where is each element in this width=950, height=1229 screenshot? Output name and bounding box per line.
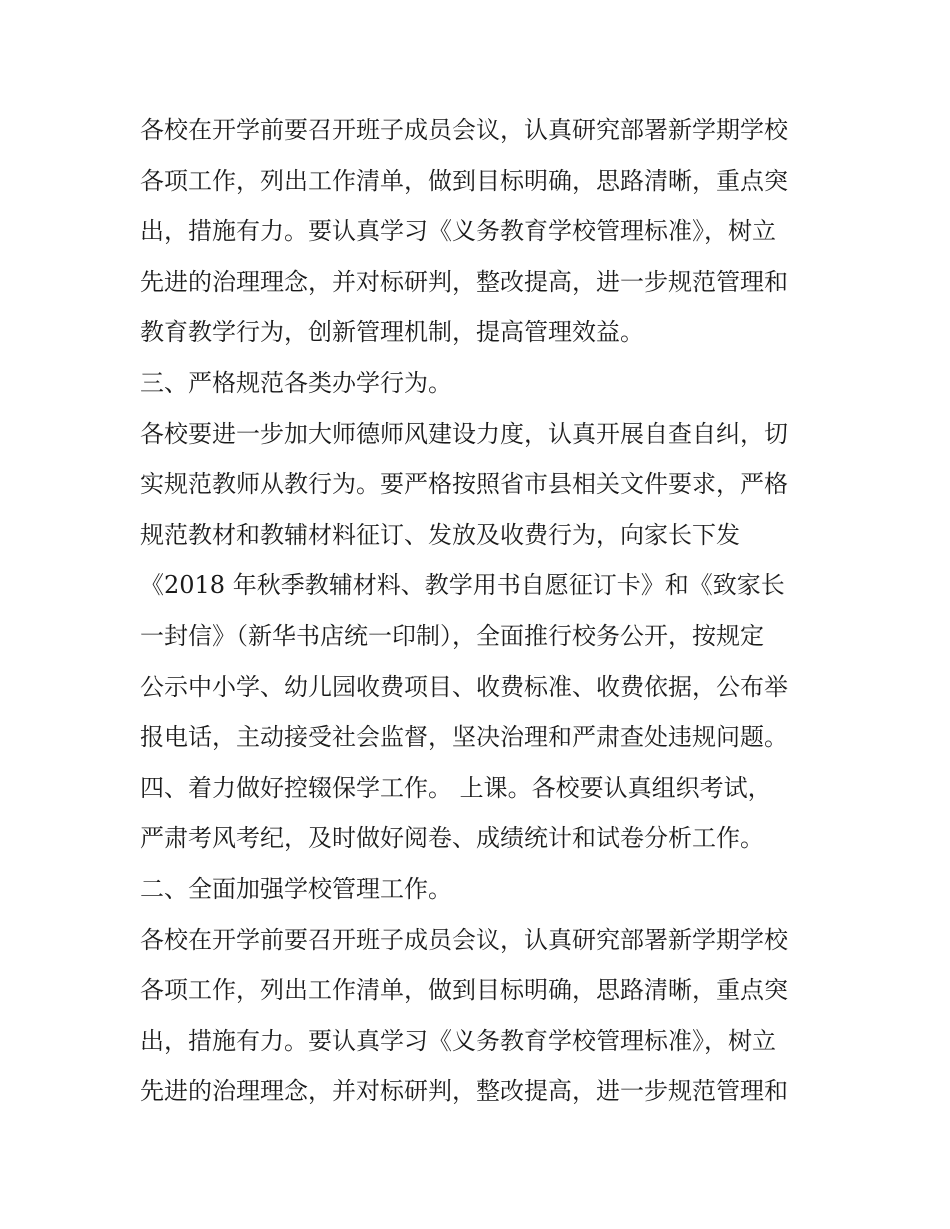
text-line: 教育教学行为，创新管理机制，提高管理效益。 bbox=[140, 318, 644, 347]
text-line: 先进的治理理念，并对标研判，整改提高，进一步规范管理和 bbox=[140, 267, 788, 296]
text-line: 出，措施有力。要认真学习《义务教育学校管理标准》，树立 bbox=[140, 217, 776, 246]
text-line: 严肃考风考纪，及时做好阅卷、成绩统计和试卷分析工作。 bbox=[140, 824, 764, 853]
text-line: 各项工作，列出工作清单，做到目标明确，思路清晰，重点突 bbox=[140, 976, 788, 1005]
section-heading: 二、全面加强学校管理工作。 bbox=[140, 874, 452, 903]
text-line: 各校在开学前要召开班子成员会议，认真研究部署新学期学校 bbox=[140, 925, 788, 954]
text-line: 公示中小学、幼儿园收费项目、收费标准、收费依据，公布举 bbox=[140, 672, 788, 701]
text-line: 规范教材和教辅材料征订、发放及收费行为，向家长下发 bbox=[140, 520, 740, 549]
body-text bbox=[140, 105, 820, 1117]
text-line: 出，措施有力。要认真学习《义务教育学校管理标准》，树立 bbox=[140, 1026, 776, 1055]
text-line: 各校在开学前要召开班子成员会议，认真研究部署新学期学校 bbox=[140, 116, 788, 144]
text-line: 各项工作，列出工作清单，做到目标明确，思路清晰，重点突 bbox=[140, 166, 788, 195]
text-line: 一封信》（新华书店统一印制），全面推行校务公开，按规定 bbox=[140, 621, 764, 650]
text-line: 先进的治理理念，并对标研判，整改提高，进一步规范管理和 bbox=[140, 1077, 788, 1106]
section-heading: 三、严格规范各类办学行为。 bbox=[140, 368, 452, 397]
section-heading: 四、着力做好控辍保学工作。 上课。各校要认真组织考试， bbox=[140, 773, 772, 802]
text-line: 《2018 年秋季教辅材料、教学用书自愿征订卡》和《致家长 bbox=[140, 571, 785, 600]
text-line: 实规范教师从教行为。要严格按照省市县相关文件要求，严格 bbox=[140, 470, 788, 499]
text-line: 报电话，主动接受社会监督，坚决治理和严肃查处违规问题。 bbox=[140, 723, 788, 752]
text-line: 各校要进一步加大师德师风建设力度，认真开展自查自纠，切 bbox=[140, 419, 788, 448]
